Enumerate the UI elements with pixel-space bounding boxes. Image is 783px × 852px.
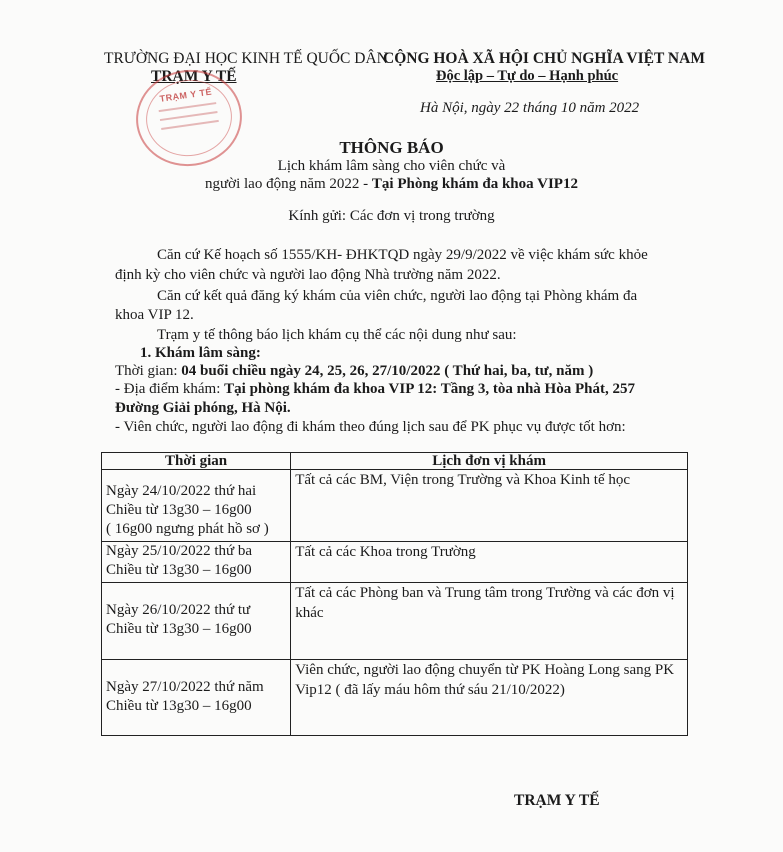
document-title: THÔNG BÁO xyxy=(339,138,444,157)
document-subtitle-2: người lao động năm 2022 - Tại Phòng khám đa khoa VIP12 xyxy=(205,176,578,192)
table-row xyxy=(102,542,688,583)
row-units: Viên chức, người lao động chuyển từ PK Hoàng Long sang PK Vip12 ( đã lấy máu hôm thứ sáu 21/10/2022) xyxy=(291,660,688,736)
section-title: 1. Khám lâm sàng: xyxy=(140,345,261,361)
official-stamp: TRẠM Y TẾ xyxy=(130,63,248,173)
schedule-table xyxy=(101,452,688,736)
place-line-2: Đường Giải phóng, Hà Nội. xyxy=(115,400,291,416)
paragraph-1-line-2: định kỳ cho viên chức và người lao động Nhà trường năm 2022. xyxy=(115,267,501,283)
paragraph-2-line-2: khoa VIP 12. xyxy=(115,307,194,323)
place-line-1: - Địa điểm khám: Tại phòng khám đa khoa VIP 12: Tầng 3, tòa nhà Hòa Phát, 257 xyxy=(115,381,635,397)
document-subtitle-1: Lịch khám lâm sàng cho viên chức và xyxy=(277,158,506,174)
signature-block: TRẠM Y TẾ xyxy=(514,792,600,809)
table-header-row xyxy=(102,453,688,470)
paragraph-1-line-1: Căn cứ Kế hoạch số 1555/KH- ĐHKTQD ngày 29/9/2022 về việc khám sức khỏe xyxy=(157,247,648,263)
header-time: Thời gian xyxy=(102,453,291,470)
time-line: Thời gian: 04 buổi chiều ngày 24, 25, 26, 27/10/2022 ( Thứ hai, ba, tư, năm ) xyxy=(115,363,594,379)
row-units: Tất cả các Khoa trong Trường xyxy=(291,542,688,583)
paragraph-3: Trạm y tế thông báo lịch khám cụ thể các nội dung như sau: xyxy=(157,327,517,343)
note-line: - Viên chức, người lao động đi khám theo đúng lịch sau để PK phục vụ được tốt hơn: xyxy=(115,419,626,435)
row-time: Ngày 25/10/2022 thứ ba Chiều từ 13g30 – 16g00 xyxy=(102,542,291,583)
national-motto: Độc lập – Tự do – Hạnh phúc xyxy=(436,68,619,84)
table-row xyxy=(102,583,688,660)
row-units: Tất cả các BM, Viện trong Trường và Khoa Kinh tế học xyxy=(291,470,688,542)
header-units: Lịch đơn vị khám xyxy=(291,453,688,470)
row-units: Tất cả các Phòng ban và Trung tâm trong Trường và các đơn vị khác xyxy=(291,583,688,660)
row-time: Ngày 24/10/2022 thứ hai Chiều từ 13g30 – 16g00 ( 16g00 ngưng phát hồ sơ ) xyxy=(102,470,291,542)
row-time: Ngày 26/10/2022 thứ tư Chiều từ 13g30 – 16g00 xyxy=(102,583,291,660)
org-unit: TRẠM Y TẾ xyxy=(151,68,237,85)
table-row xyxy=(102,470,688,542)
national-title: CỘNG HOÀ XÃ HỘI CHỦ NGHĨA VIỆT NAM xyxy=(383,50,705,67)
table-row xyxy=(102,660,688,736)
paragraph-2-line-1: Căn cứ kết quả đăng ký khám của viên chức, người lao động tại Phòng khám đa xyxy=(157,288,638,304)
row-time: Ngày 27/10/2022 thứ năm Chiều từ 13g30 – 16g00 xyxy=(102,660,291,736)
issue-date: Hà Nội, ngày 22 tháng 10 năm 2022 xyxy=(420,100,640,116)
greeting: Kính gửi: Các đơn vị trong trường xyxy=(288,208,495,224)
org-name: TRƯỜNG ĐẠI HỌC KINH TẾ QUỐC DÂN xyxy=(104,50,388,67)
